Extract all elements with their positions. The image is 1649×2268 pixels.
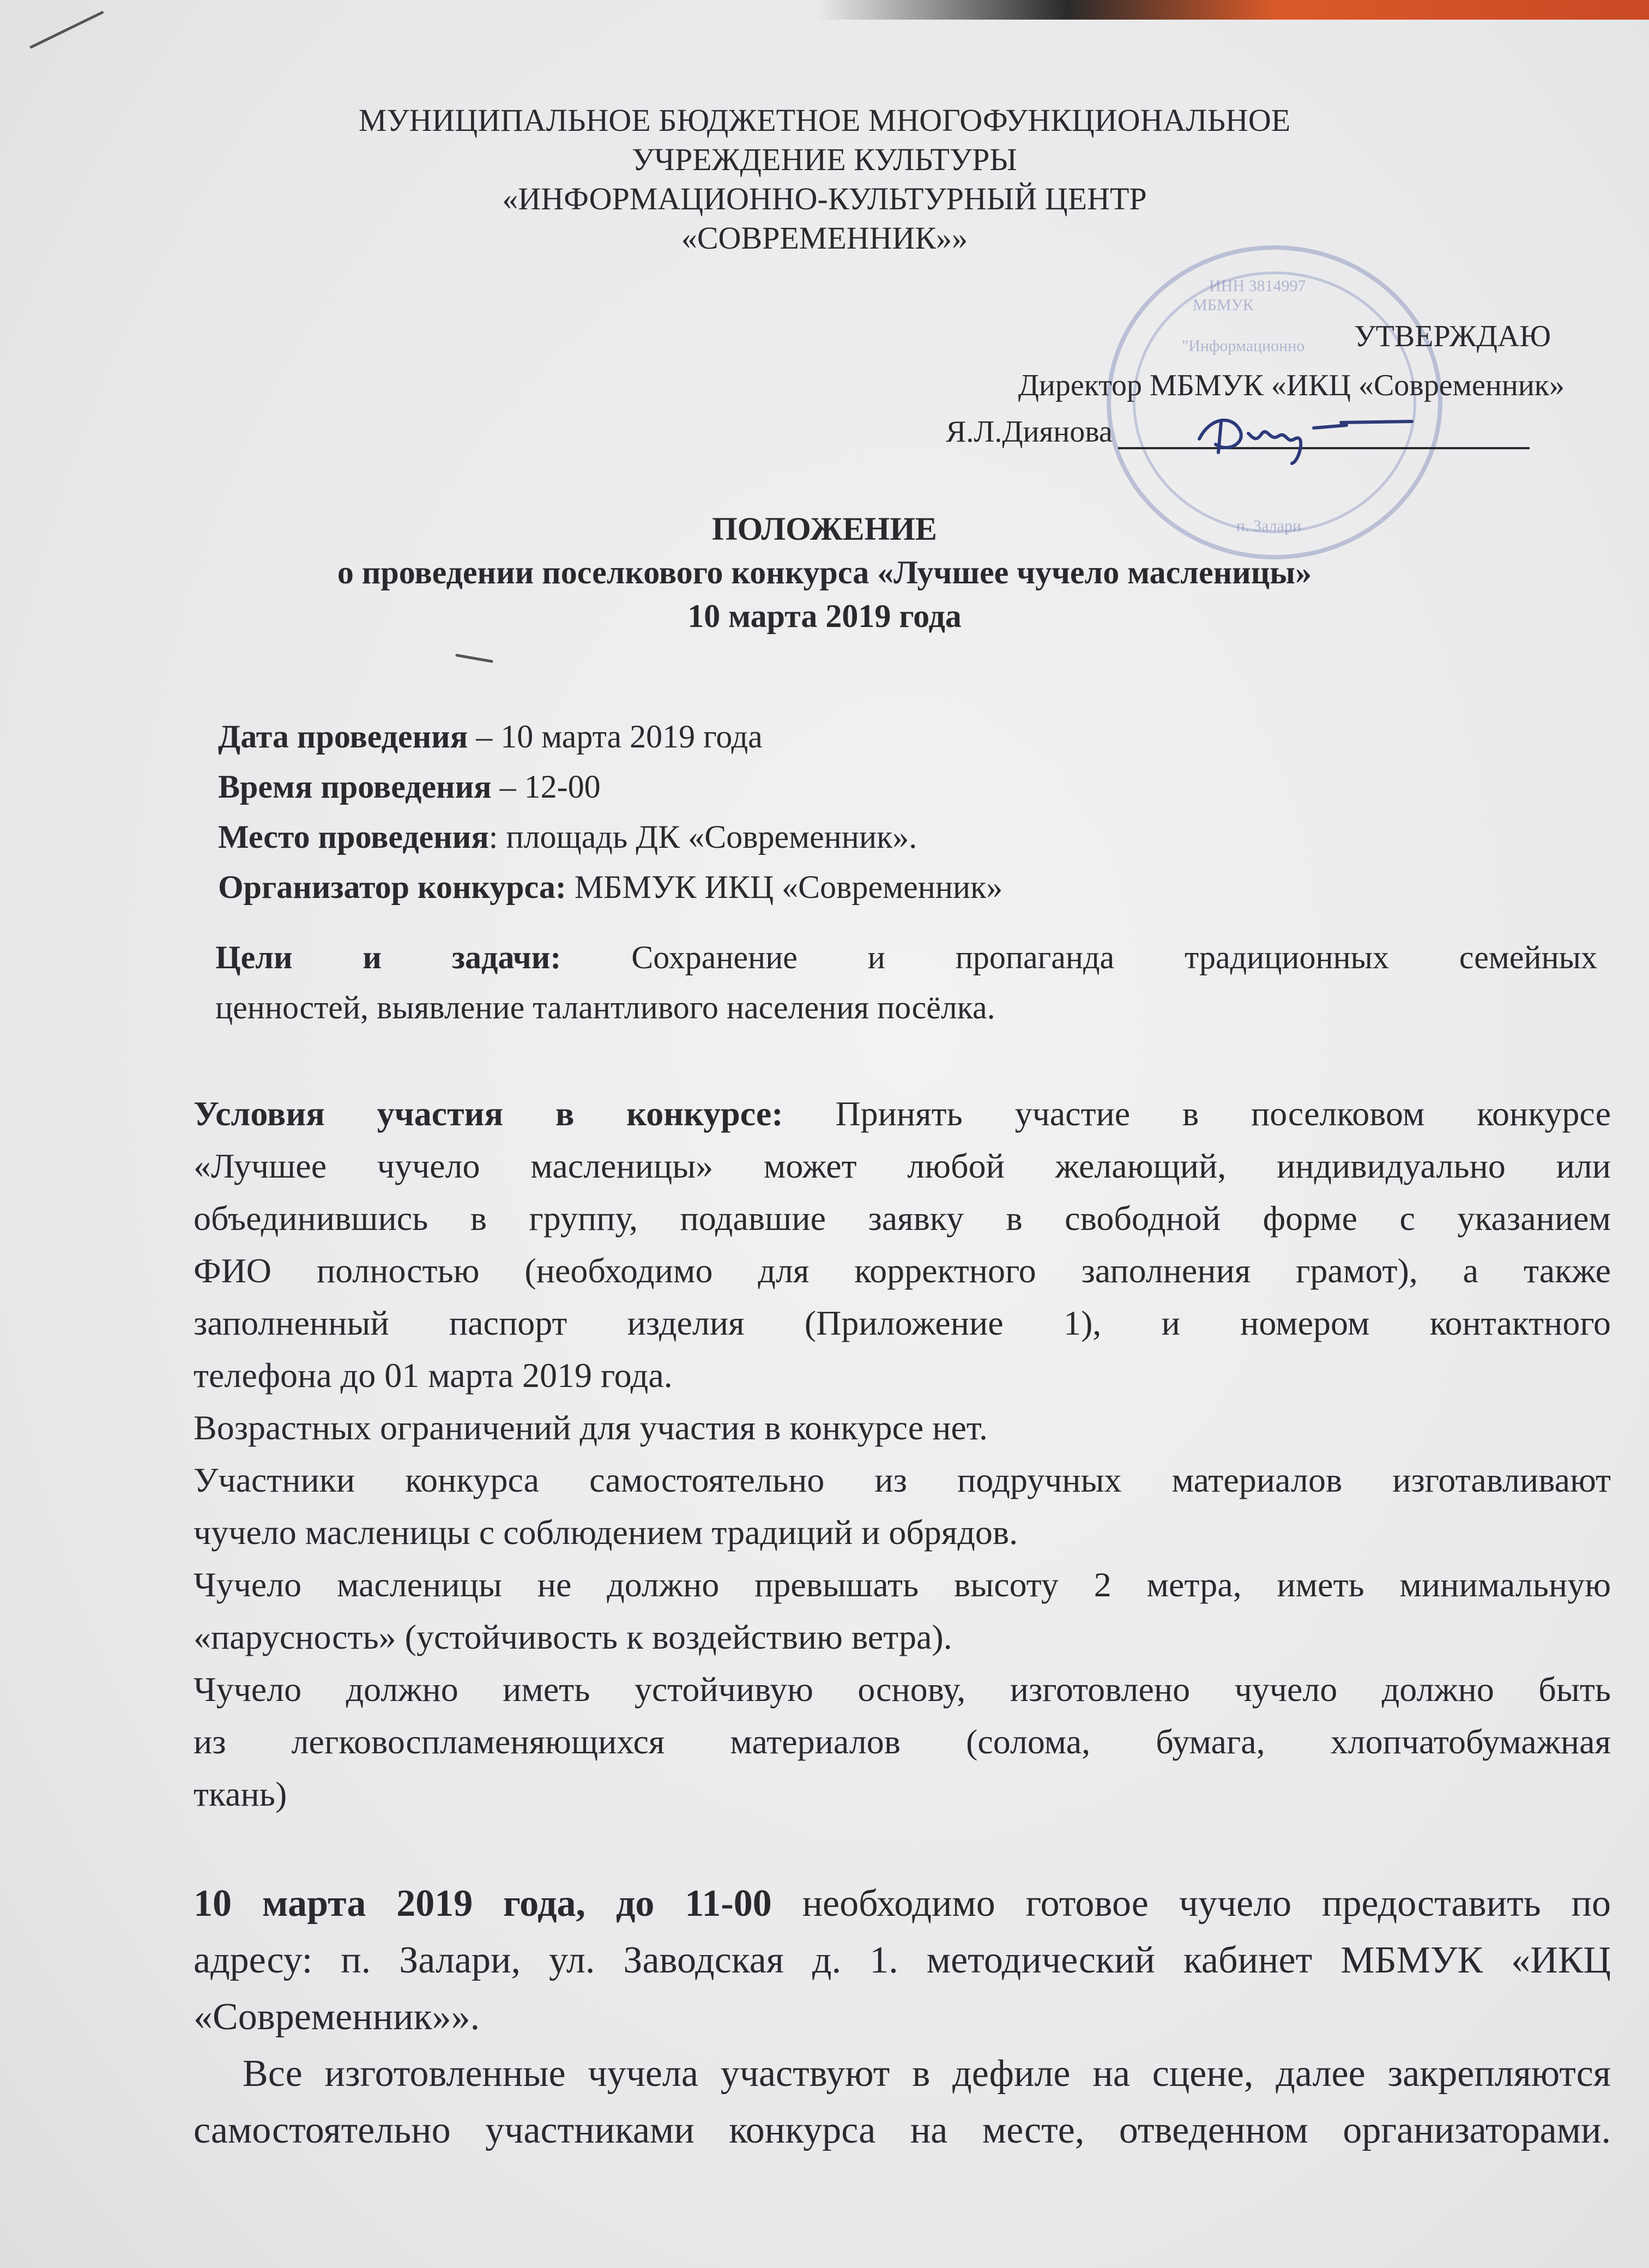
info-time: Время проведения – 12-00 [218, 769, 601, 805]
approve-label: УТВЕРЖДАЮ [1354, 319, 1551, 353]
goals-paragraph [215, 932, 1597, 1033]
text-line: «Современник»». [194, 1996, 480, 2038]
stamp-text: ИНН 3814997 [1209, 277, 1306, 295]
text-line: Чучело масленицы не должно превышать высоту 2 метра, иметь минимальную [194, 1565, 1611, 1604]
stamp-text: МБМУК [1193, 296, 1254, 314]
desk-edge [818, 0, 1649, 20]
text-line: Все изготовленные чучела участвуют в дефиле на сцене, далее закрепляются [243, 2053, 1611, 2095]
info-place: Место проведения: площадь ДК «Современник». [218, 819, 917, 855]
org-line: УЧРЕЖДЕНИЕ КУЛЬТУРЫ [632, 142, 1017, 177]
text-line: «парусность» (устойчивость к воздействию ветра). [194, 1618, 952, 1656]
stamp-text: "Информационно [1182, 337, 1305, 355]
text-line: Чучело должно иметь устойчивую основу, изготовлено чучело должно быть [194, 1670, 1611, 1709]
text-line: 10 марта 2019 года, до 11-00 необходимо готовое чучело предоставить по [194, 1883, 1611, 1925]
text-line: самостоятельно участниками конкурса на месте, отведенном организаторами. [194, 2109, 1611, 2151]
handwritten-signature [1188, 401, 1417, 466]
text-line: из легковоспламеняющихся материалов (солома, бумага, хлопчатобумажная [194, 1722, 1611, 1761]
text-line: заполненный паспорт изделия (Приложение 1), и номером контактного [194, 1304, 1611, 1342]
text-line: Возрастных ограничений для участия в конкурсе нет. [194, 1408, 988, 1447]
director-name: Я.Л.Диянова [946, 415, 1113, 449]
director-title: Директор МБМУК «ИКЦ «Современник» [1018, 369, 1565, 402]
text-line: Условия участия в конкурсе: Принять участие в поселковом конкурсе [194, 1094, 1611, 1133]
organization-header [0, 101, 1649, 258]
title-main: ПОЛОЖЕНИЕ [712, 511, 937, 547]
document-title [0, 507, 1649, 638]
delivery-section [194, 1875, 1611, 2159]
text-line: чучело масленицы с соблюдением традиций и обрядов. [194, 1513, 1018, 1552]
org-line: МУНИЦИПАЛЬНОЕ БЮДЖЕТНОЕ МНОГОФУНКЦИОНАЛЬНОЕ [358, 102, 1291, 138]
text-line: «Лучшее чучело масленицы» может любой желающий, индивидуально или [194, 1147, 1611, 1185]
stamp-text: п. Залари [1236, 517, 1302, 535]
title-date: 10 марта 2019 года [687, 598, 962, 634]
conditions-section [194, 1088, 1611, 1820]
text-line: ФИО полностью (необходимо для корректного заполнения грамот), а также [194, 1251, 1611, 1290]
info-date: Дата проведения – 10 марта 2019 года [218, 719, 763, 755]
org-line: «ИНФОРМАЦИОННО-КУЛЬТУРНЫЙ ЦЕНТР [502, 181, 1147, 216]
org-line: «СОВРЕМЕННИК»» [681, 220, 968, 256]
text-line: адресу: п. Залари, ул. Заводская д. 1. методический кабинет МБМУК «ИКЦ [194, 1939, 1611, 1981]
text-line: телефона до 01 марта 2019 года. [194, 1356, 673, 1395]
title-subtitle: о проведении поселкового конкурса «Лучшее чучело масленицы» [337, 554, 1312, 590]
info-organizer: Организатор конкурса: МБМУК ИКЦ «Современник» [218, 869, 1003, 905]
event-info [218, 711, 1592, 912]
text-line: Участники конкурса самостоятельно из подручных материалов изготавливают [194, 1461, 1611, 1499]
goals-line: ценностей, выявление талантливого населения посёлка. [215, 990, 995, 1026]
text-line: объединившись в группу, подавшие заявку в свободной форме с указанием [194, 1199, 1611, 1238]
text-line: ткань) [194, 1775, 287, 1813]
goals-line: Цели и задачи: Сохранение и пропаганда традиционных семейных [215, 939, 1597, 975]
